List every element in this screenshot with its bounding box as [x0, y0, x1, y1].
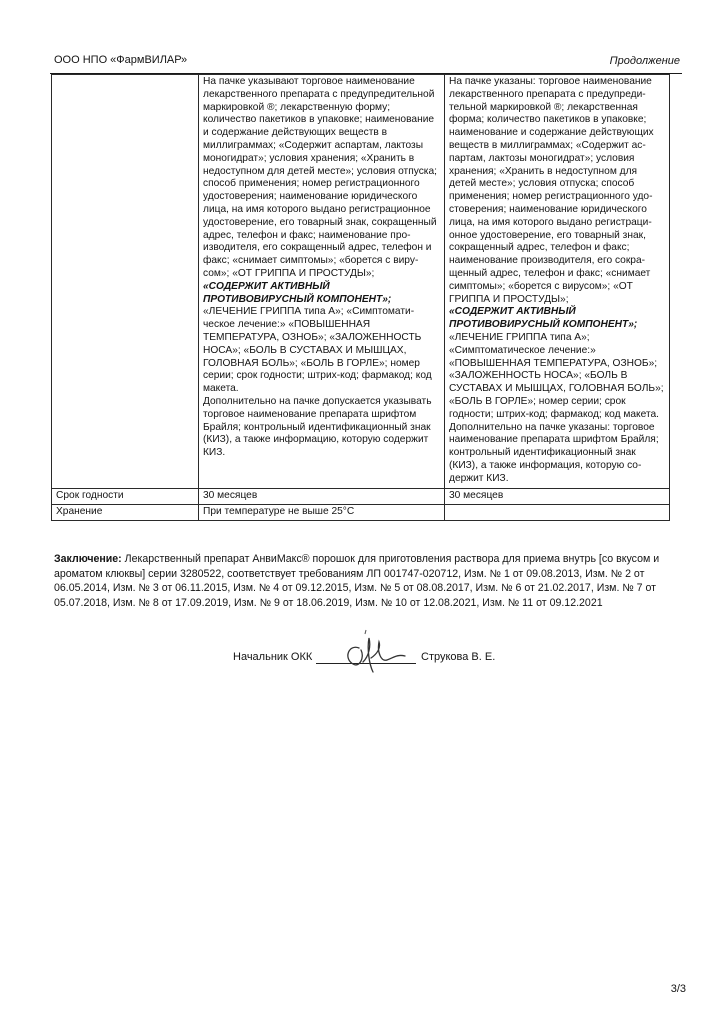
- table-cell-result: [445, 75, 670, 489]
- spec-text-tail: «ЛЕЧЕНИЕ ГРИППА типа А»; «Симптоматическое лечение:» «ПОВЫШЕННАЯ ТЕМПЕРАТУРА, ОЗНОБ»; «ЗАЛОЖЕННОСТЬ НОСА»; «БОЛЬ В СУСТАВАХ И МЫШЦАХ, ГОЛОВНАЯ БОЛЬ»; «БОЛЬ В ГОРЛЕ»; номер серии; срок годности; штрих-код; фармакод; код макета.: [203, 306, 432, 395]
- signatory-name: Струкова В. Е.: [421, 651, 496, 663]
- page-number: 3/3: [670, 983, 686, 995]
- table-cell-result: [445, 504, 670, 520]
- result-bold-text: «СОДЕРЖИТ АКТИВНЫЙ ПРОТИВОВИРУСНЫЙ КОМПОНЕНТ»;: [449, 306, 638, 331]
- table-cell-result: 30 месяцев: [445, 488, 670, 504]
- result-text-tail: «ЛЕЧЕНИЕ ГРИППА типа А»; «Симптоматическое лечение:» «ПОВЫШЕННАЯ ТЕМПЕРАТУРА, ОЗНОБ»; «ЗАЛОЖЕННОСТЬ НОСА»; «БОЛЬ В СУСТАВАХ И МЫШЦАХ, ГОЛОВНАЯ БОЛЬ»; «БОЛЬ В ГОРЛЕ»; номер серии; срок годности; штрих-код; фармакод; код макета.: [449, 331, 664, 420]
- spec-bold-text: «СОДЕРЖИТ АКТИВНЫЙ ПРОТИВОВИРУСНЫЙ КОМПОНЕНТ»;: [203, 280, 392, 305]
- table-cell-label: Хранение: [52, 504, 199, 520]
- table-cell-spec: 30 месяцев: [199, 488, 445, 504]
- result-text: На пачке указаны: торговое наименование лекарственного препарата с предупредительной маркировкой ®; лекарственная форма; количество пакетиков в упаковке; наименование и содержание действующих веществ в миллиграммах; «Содержит аспартам, лактозы моногидрат»; условия хранения; «Хранить в недоступном для детей месте»; условия отпуска; способ применения; номер регистрационного удостоверения; наименование юридического лица, на имя которого выдано регистрационное удостоверение, его товарный знак, сокращенный адрес, телефон и факс; наименование производителя, его сокращенный адрес, телефон и факс; «снимает симптомы»; «борется с вирусом»; «ОТ ГРИППА И ПРОСТУДЫ»;: [449, 76, 654, 305]
- handwritten-signature: [325, 628, 425, 678]
- result-additional-text: Дополнительно на пачке указаны: торговое наименование препарата шрифтом Брайля; контрольный идентификационный знак (КИЗ), а также информация, которую содержит КИЗ.: [449, 421, 659, 484]
- table-cell-label: Срок годности: [52, 488, 199, 504]
- table-row-shelf-life: [52, 488, 670, 504]
- signatory-role: Начальник ОКК: [233, 651, 313, 663]
- continuation-label: Продолжение: [609, 55, 680, 67]
- table-cell-spec: При температуре не выше 25°С: [199, 504, 445, 520]
- conclusion: [54, 552, 686, 610]
- table-cell-spec: [199, 75, 445, 489]
- table-cell-label: [52, 75, 199, 489]
- spec-additional-text: Дополнительно на пачке допускается указывать торговое наименование препарата шрифтом Брайля; контрольный идентификационный знак (КИЗ), а также информацию, которую содержит КИЗ.: [203, 395, 432, 459]
- table-row-storage: [52, 504, 670, 520]
- table-row-labelling: [52, 75, 670, 489]
- company-name: ООО НПО «ФармВИЛАР»: [54, 54, 188, 66]
- conclusion-label: Заключение:: [54, 553, 122, 565]
- spec-text: На пачке указывают торговое наименование лекарственного препарата с предупредительной маркировкой ®; лекарственную форму; количество пакетиков в упаковке; наименование и содержание действующих веществ в миллиграммах; «Содержит аспартам, лактозы моногидрат»; условия хранения; «Хранить в недоступном для детей месте»; условия отпуска; способ применения; номер регистрационного удостоверения; наименование юридического лица, на имя которого выдано регистрационное удостоверение, его товарный знак, сокращенный адрес, телефон и факс; наименование производителя, его сокращенный адрес, телефон и факс; «снимает симптомы»; «борется с вирусом»; «ОТ ГРИППА И ПРОСТУДЫ»;: [203, 76, 437, 279]
- conclusion-text: Лекарственный препарат АнвиМакс® порошок для приготовления раствора для приема внутрь [со вкусом и ароматом клюквы] серии 3280522, соответствует требованиям ЛП 001747-020712, Изм. № 1 от 09.08.2013, Изм. № 2 от 06.05.2014, Изм. № 3 от 06.11.2015, Изм. № 4 от 09.12.2015, Изм. № 5 от 08.08.2017, Изм. № 6 от 21.02.2017, Изм. № 7 от 05.07.2018, Изм. № 8 от 17.09.2019, Изм. № 9 от 18.06.2019, Изм. № 10 от 12.08.2021, Изм. № 11 от 09.12.2021: [54, 553, 660, 609]
- spec-table: [51, 74, 670, 521]
